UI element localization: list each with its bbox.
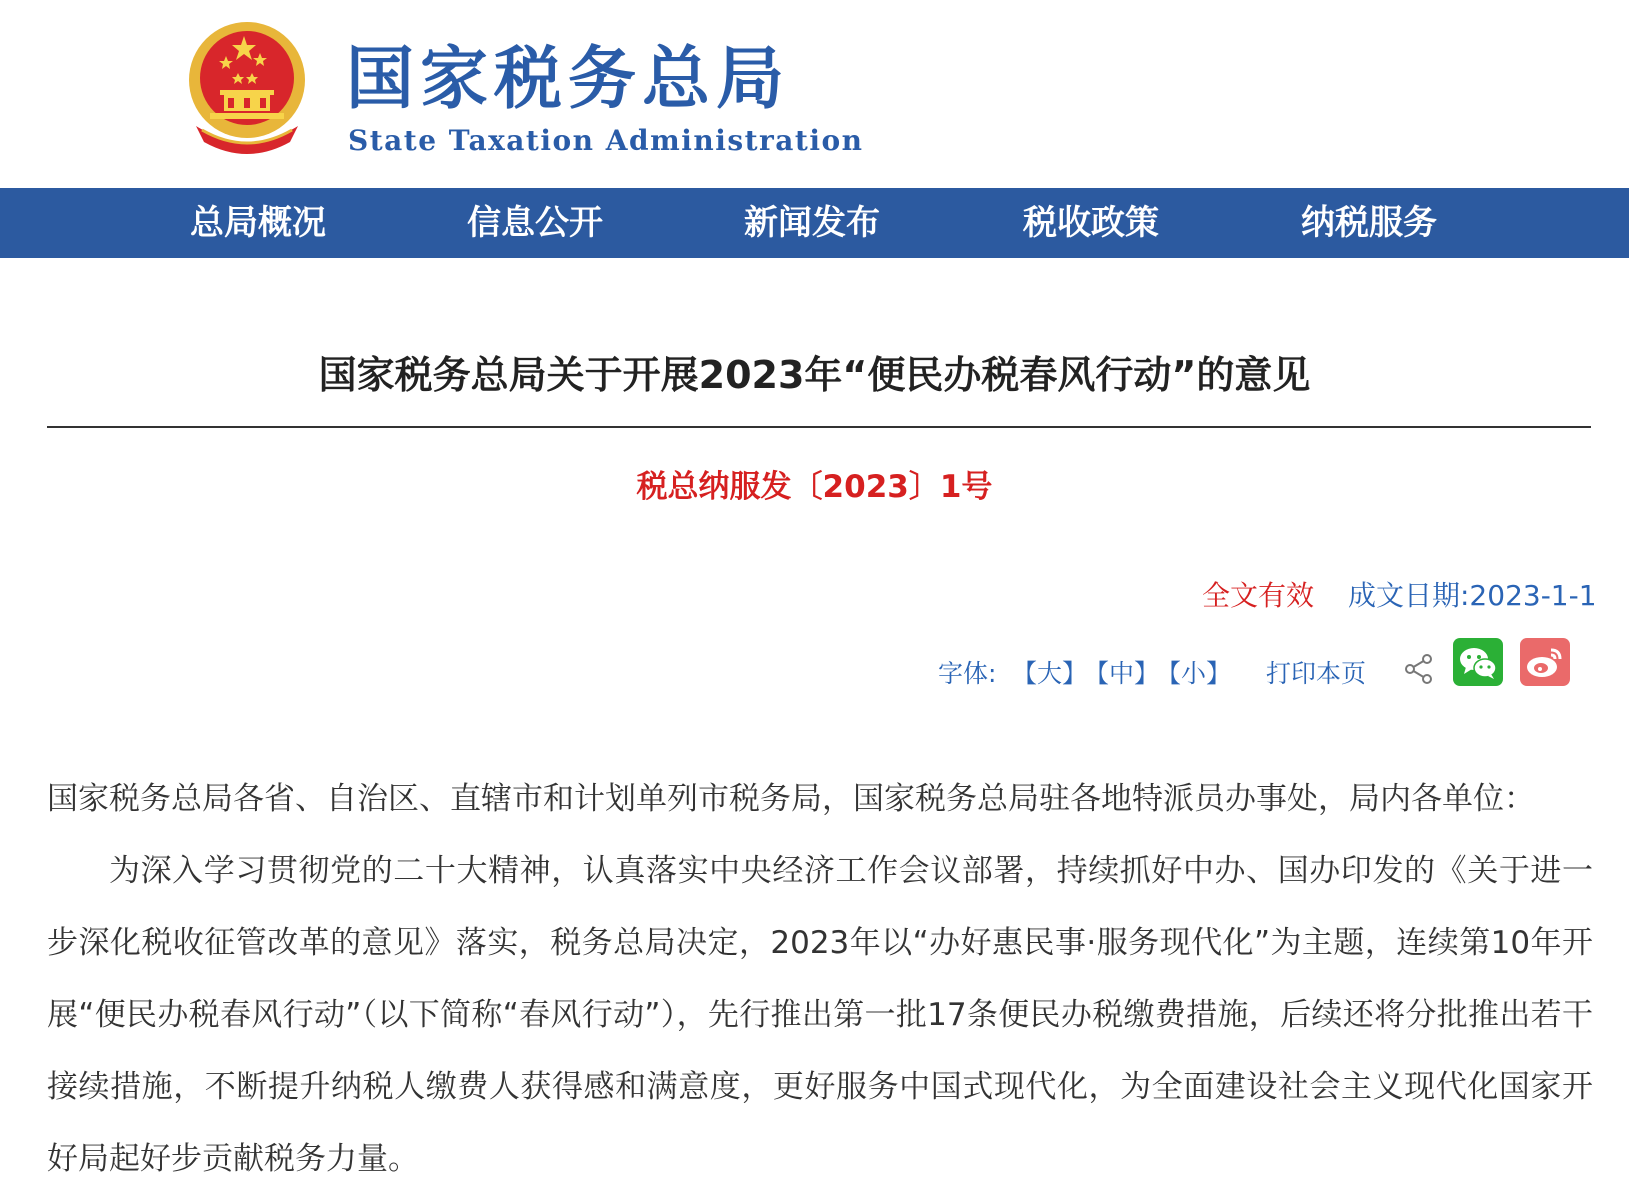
issue-date: 成文日期:2023-1-1 (1348, 579, 1597, 612)
site-header (0, 0, 1629, 188)
share-icon[interactable] (1402, 652, 1436, 686)
document-title: 国家税务总局关于开展2023年“便民办税春风行动”的意见 (318, 353, 1311, 397)
font-small-link[interactable]: 【小】 (1156, 659, 1232, 688)
nav-item-taxpayer-service[interactable]: 纳税服务 (1301, 203, 1437, 243)
print-page-link[interactable]: 打印本页 (1266, 659, 1367, 688)
main-nav (0, 188, 1629, 258)
font-medium-link[interactable]: 【中】 (1084, 659, 1160, 688)
weibo-icon[interactable] (1520, 638, 1570, 686)
nav-item-info-disclosure[interactable]: 信息公开 (467, 203, 603, 243)
nav-item-overview[interactable]: 总局概况 (190, 203, 326, 243)
validity-status: 全文有效 (1202, 579, 1315, 612)
wechat-icon[interactable] (1453, 638, 1503, 686)
site-name-english[interactable]: State Taxation Administration (348, 124, 864, 157)
font-large-link[interactable]: 【大】 (1012, 659, 1088, 688)
salutation-paragraph: 国家税务总局各省、自治区、直辖市和计划单列市税务局，国家税务总局驻各地特派员办事处，局内各单位： (47, 781, 1535, 817)
document-body (47, 763, 1593, 1195)
document-number: 税总纳服发〔2023〕1号 (636, 469, 993, 505)
font-size-label: 字体: (938, 659, 997, 688)
nav-item-news[interactable]: 新闻发布 (744, 203, 880, 243)
title-divider (47, 426, 1591, 428)
nav-item-tax-policy[interactable]: 税收政策 (1023, 203, 1159, 243)
site-name[interactable]: 国家税务总局 (346, 40, 791, 119)
national-emblem-icon[interactable] (182, 18, 312, 156)
body-paragraph: 为深入学习贯彻党的二十大精神，认真落实中央经济工作会议部署，持续抓好中办、国办印发的《关于进一步深化税收征管改革的意见》落实，税务总局决定，2023年以“办好惠民事·服务现代化”为主题，连续第10年开展“便民办税春风行动”（以下简称“春风行动”），先行推出第一批17条便民办税缴费措施，后续还将分批推出若干接续措施，不断提升纳税人缴费人获得感和满意度，更好服务中国式现代化，为全面建设社会主义现代化国家开好局起好步贡献税务力量。 (47, 853, 1593, 1177)
